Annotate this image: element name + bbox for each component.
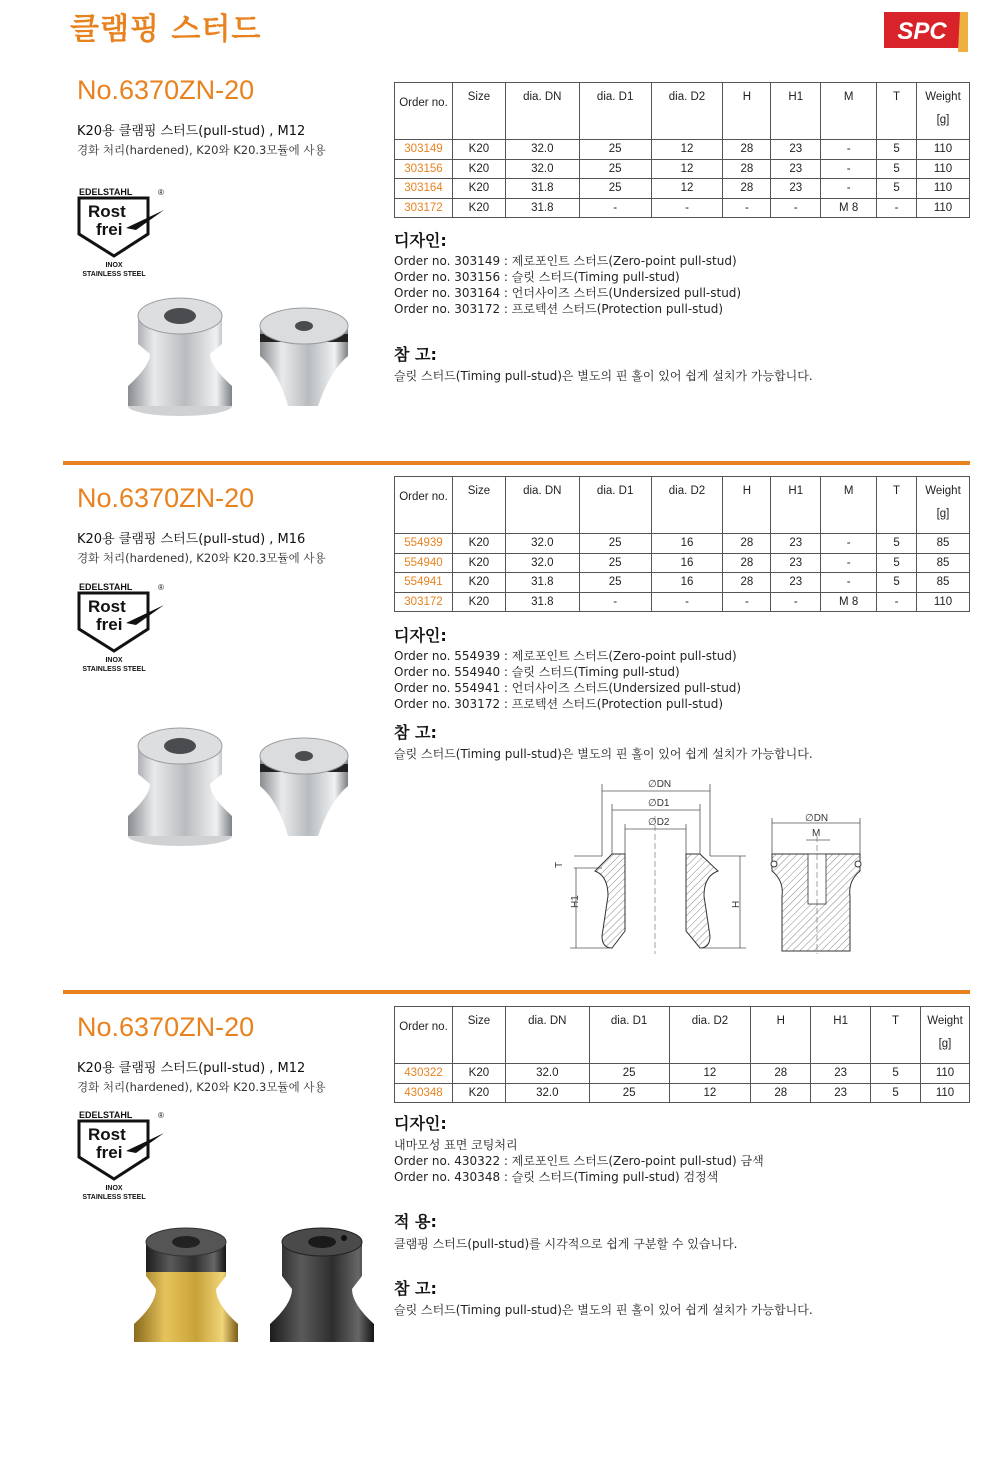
svg-text:frei: frei [96,220,123,239]
table-cell: - [877,592,917,612]
table-cell: - [821,179,877,199]
product-photo-steel [120,716,370,856]
svg-text:Rost: Rost [88,1125,126,1144]
section-divider [63,461,970,465]
table-cell: 23 [771,534,821,554]
table-cell: 28 [723,573,771,593]
spec-table [394,82,970,218]
col-header: dia. D1 [589,1007,669,1064]
svg-text:SPC: SPC [897,18,947,45]
design-heading: 디자인: [394,231,447,250]
col-header: Size [452,1007,505,1064]
svg-text:EDELSTAHL: EDELSTAHL [79,582,133,592]
table-cell: 5 [877,159,917,179]
table-cell: 12 [669,1083,751,1103]
table-cell: K20 [452,179,505,199]
table-row [395,140,970,160]
table-cell: 25 [579,140,651,160]
col-header: H1 [771,477,821,534]
spc-logo [878,8,968,52]
svg-text:Rost: Rost [88,202,126,221]
design-line: Order no. 554941 : 언더사이즈 스터드(Undersized pull-stud) [394,681,742,695]
table-cell: 85 [916,573,969,593]
table-cell: 110 [916,159,969,179]
svg-text:STAINLESS STEEL: STAINLESS STEEL [82,1194,146,1201]
table-cell: 16 [651,573,723,593]
table-cell: 32.0 [505,553,579,573]
order-number-cell: 554941 [395,573,453,593]
table-row [395,1064,970,1084]
svg-text:∅DN: ∅DN [648,779,672,790]
table-cell: K20 [452,1083,505,1103]
col-header: M [821,83,877,140]
svg-text:STAINLESS STEEL: STAINLESS STEEL [82,666,146,673]
table-cell: 31.8 [505,573,579,593]
table-cell: 32.0 [505,159,579,179]
svg-text:∅D1: ∅D1 [648,798,670,809]
design-line: Order no. 554939 : 제로포인트 스터드(Zero-point pull-stud) [394,649,737,663]
table-row [395,179,970,199]
product-number: No.6370ZN-20 [77,483,255,513]
table-cell: 25 [579,179,651,199]
section-divider [63,990,970,994]
table-cell: 5 [871,1083,921,1103]
product-description: 경화 처리(hardened), K20와 K20.3모듈에 사용 [77,1080,326,1094]
table-cell: 23 [811,1083,871,1103]
design-line: Order no. 303156 : 슬릿 스터드(Timing pull-stud) [394,270,680,284]
col-header: H1 [771,83,821,140]
col-header: dia. D2 [651,477,723,534]
table-cell: - [877,198,917,218]
table-cell: 85 [916,534,969,554]
order-number-cell: 303172 [395,198,453,218]
technical-drawing [550,776,880,956]
table-cell: 28 [723,553,771,573]
table-cell: - [821,534,877,554]
col-header: T [871,1007,921,1064]
col-header: T [877,477,917,534]
table-cell: 110 [920,1064,969,1084]
table-row [395,1083,970,1103]
table-cell: 23 [811,1064,871,1084]
table-cell: 5 [877,140,917,160]
table-cell: K20 [452,198,505,218]
table-cell: K20 [452,592,505,612]
table-cell: 23 [771,159,821,179]
table-cell: - [821,573,877,593]
product-photo-coated [126,1214,386,1354]
table-cell: 12 [651,159,723,179]
table-cell: - [821,553,877,573]
order-number-cell: 554940 [395,553,453,573]
col-header: dia. D2 [669,1007,751,1064]
product-number: No.6370ZN-20 [77,75,255,105]
table-row [395,534,970,554]
table-cell: 12 [651,140,723,160]
table-cell: K20 [452,159,505,179]
table-cell: 23 [771,140,821,160]
table-cell: 5 [877,553,917,573]
table-body [395,1064,970,1103]
table-cell: K20 [452,1064,505,1084]
table-cell: 31.8 [505,592,579,612]
table-cell: 32.0 [505,1064,589,1084]
table-cell: K20 [452,553,505,573]
svg-text:®: ® [158,583,164,592]
note-text: 슬릿 스터드(Timing pull-stud)은 별도의 핀 홀이 있어 쉽게 설치가 가능합니다. [394,747,813,761]
col-header: H [751,1007,811,1064]
product-photo-steel [120,286,370,426]
col-header: Order no. [395,83,453,140]
svg-text:INOX: INOX [105,657,123,664]
table-cell: K20 [452,534,505,554]
svg-text:∅D2: ∅D2 [648,817,670,828]
apply-text: 클램핑 스터드(pull-stud)를 시각적으로 쉽게 구분할 수 있습니다. [394,1237,738,1251]
table-cell: - [723,592,771,612]
table-cell: - [821,159,877,179]
page-title: 클램핑 스터드 [70,12,262,47]
table-body [395,534,970,612]
col-header: dia. D1 [579,83,651,140]
table-row [395,592,970,612]
svg-text:INOX: INOX [105,1185,123,1192]
table-cell: 25 [579,573,651,593]
col-header: Order no. [395,477,453,534]
note-text: 슬릿 스터드(Timing pull-stud)은 별도의 핀 홀이 있어 쉽게 설치가 가능합니다. [394,369,813,383]
table-cell: 5 [877,534,917,554]
table-cell: 5 [871,1064,921,1084]
table-cell: 25 [589,1083,669,1103]
table-cell: 23 [771,179,821,199]
table-cell: 12 [669,1064,751,1084]
table-cell: 110 [916,198,969,218]
svg-text:H: H [731,900,742,908]
col-header: Size [452,477,505,534]
svg-text:Rost: Rost [88,597,126,616]
table-cell: - [771,592,821,612]
svg-text:EDELSTAHL: EDELSTAHL [79,187,133,197]
order-number-cell: 303172 [395,592,453,612]
design-line: Order no. 303149 : 제로포인트 스터드(Zero-point pull-stud) [394,254,737,268]
design-line: Order no. 303164 : 언더사이즈 스터드(Undersized pull-stud) [394,286,742,300]
svg-text:EDELSTAHL: EDELSTAHL [79,1110,133,1120]
table-cell: - [651,198,723,218]
table-cell: K20 [452,140,505,160]
col-header: M [821,477,877,534]
col-header-weight: Weight [g] [920,1007,969,1064]
note-heading: 참 고: [394,345,437,364]
rostfrei-badge-icon [76,184,168,278]
table-cell: 28 [723,179,771,199]
product-subtitle: K20용 클램핑 스터드(pull-stud) , M16 [77,532,306,547]
col-header: T [877,83,917,140]
order-number-cell: 303149 [395,140,453,160]
col-header-weight: Weight [g] [916,83,969,140]
svg-text:®: ® [158,1111,164,1120]
table-cell: 25 [579,553,651,573]
table-cell: - [579,198,651,218]
table-cell: 23 [771,573,821,593]
product-description: 경화 처리(hardened), K20와 K20.3모듈에 사용 [77,551,326,565]
order-number-cell: 303164 [395,179,453,199]
col-header-weight: Weight [g] [916,477,969,534]
note-heading: 참 고: [394,1279,437,1298]
note-text: 슬릿 스터드(Timing pull-stud)은 별도의 핀 홀이 있어 쉽게 설치가 가능합니다. [394,1303,813,1317]
table-cell: 110 [916,592,969,612]
svg-text:®: ® [158,188,164,197]
col-header: dia. D1 [579,477,651,534]
col-header: dia. DN [505,83,579,140]
table-cell: 5 [877,573,917,593]
table-cell: - [723,198,771,218]
table-cell: 25 [579,534,651,554]
table-cell: M 8 [821,198,877,218]
product-subtitle: K20용 클램핑 스터드(pull-stud) , M12 [77,1061,306,1076]
design-line: Order no. 430348 : 슬릿 스터드(Timing pull-stud) 검정색 [394,1170,719,1184]
svg-text:STAINLESS STEEL: STAINLESS STEEL [82,271,146,278]
col-header: H [723,83,771,140]
table-row [395,159,970,179]
table-cell: 12 [651,179,723,199]
col-header: dia. DN [505,1007,589,1064]
table-cell: 32.0 [505,1083,589,1103]
table-cell: 5 [877,179,917,199]
table-cell: K20 [452,573,505,593]
table-cell: 31.8 [505,179,579,199]
table-cell: 32.0 [505,140,579,160]
table-cell: 28 [751,1083,811,1103]
table-cell: 16 [651,553,723,573]
design-heading: 디자인: [394,1114,447,1133]
table-cell: - [821,140,877,160]
col-header: H1 [811,1007,871,1064]
table-cell: M 8 [821,592,877,612]
product-subtitle: K20용 클램핑 스터드(pull-stud) , M12 [77,124,306,139]
svg-text:M: M [812,828,821,839]
svg-text:frei: frei [96,1143,123,1162]
table-cell: - [771,198,821,218]
table-cell: 28 [723,159,771,179]
order-number-cell: 430348 [395,1083,453,1103]
design-line: Order no. 430322 : 제로포인트 스터드(Zero-point pull-stud) 금색 [394,1154,764,1168]
col-header: H [723,477,771,534]
spec-table [394,476,970,612]
rostfrei-badge-icon [76,1107,168,1201]
svg-text:frei: frei [96,615,123,634]
spec-table [394,1006,970,1103]
table-row [395,553,970,573]
product-number: No.6370ZN-20 [77,1012,255,1042]
table-cell: 28 [723,140,771,160]
order-number-cell: 430322 [395,1064,453,1084]
design-heading: 디자인: [394,626,447,645]
table-cell: 85 [916,553,969,573]
svg-text:INOX: INOX [105,262,123,269]
svg-text:H1: H1 [570,895,581,908]
rostfrei-badge-icon [76,579,168,673]
table-cell: 28 [723,534,771,554]
table-cell: - [579,592,651,612]
table-row [395,573,970,593]
design-line: Order no. 303172 : 프로텍션 스터드(Protection pull-stud) [394,697,724,711]
table-cell: 32.0 [505,534,579,554]
product-description: 경화 처리(hardened), K20와 K20.3모듈에 사용 [77,143,326,157]
order-number-cell: 554939 [395,534,453,554]
col-header: Size [452,83,505,140]
note-heading: 참 고: [394,723,437,742]
col-header: dia. DN [505,477,579,534]
design-line: 내마모성 표면 코팅처리 [394,1138,518,1152]
table-cell: 25 [579,159,651,179]
table-cell: 31.8 [505,198,579,218]
design-line: Order no. 554940 : 슬릿 스터드(Timing pull-stud) [394,665,680,679]
table-cell: 110 [920,1083,969,1103]
col-header: dia. D2 [651,83,723,140]
table-cell: 110 [916,179,969,199]
table-cell: 110 [916,140,969,160]
apply-heading: 적 용: [394,1212,437,1231]
table-cell: 16 [651,534,723,554]
table-body [395,140,970,218]
svg-text:T: T [554,861,565,868]
table-cell: 23 [771,553,821,573]
design-line: Order no. 303172 : 프로텍션 스터드(Protection pull-stud) [394,302,724,316]
order-number-cell: 303156 [395,159,453,179]
col-header: Order no. [395,1007,453,1064]
table-cell: - [651,592,723,612]
svg-text:∅DN: ∅DN [805,813,829,824]
table-cell: 25 [589,1064,669,1084]
table-cell: 28 [751,1064,811,1084]
table-row [395,198,970,218]
